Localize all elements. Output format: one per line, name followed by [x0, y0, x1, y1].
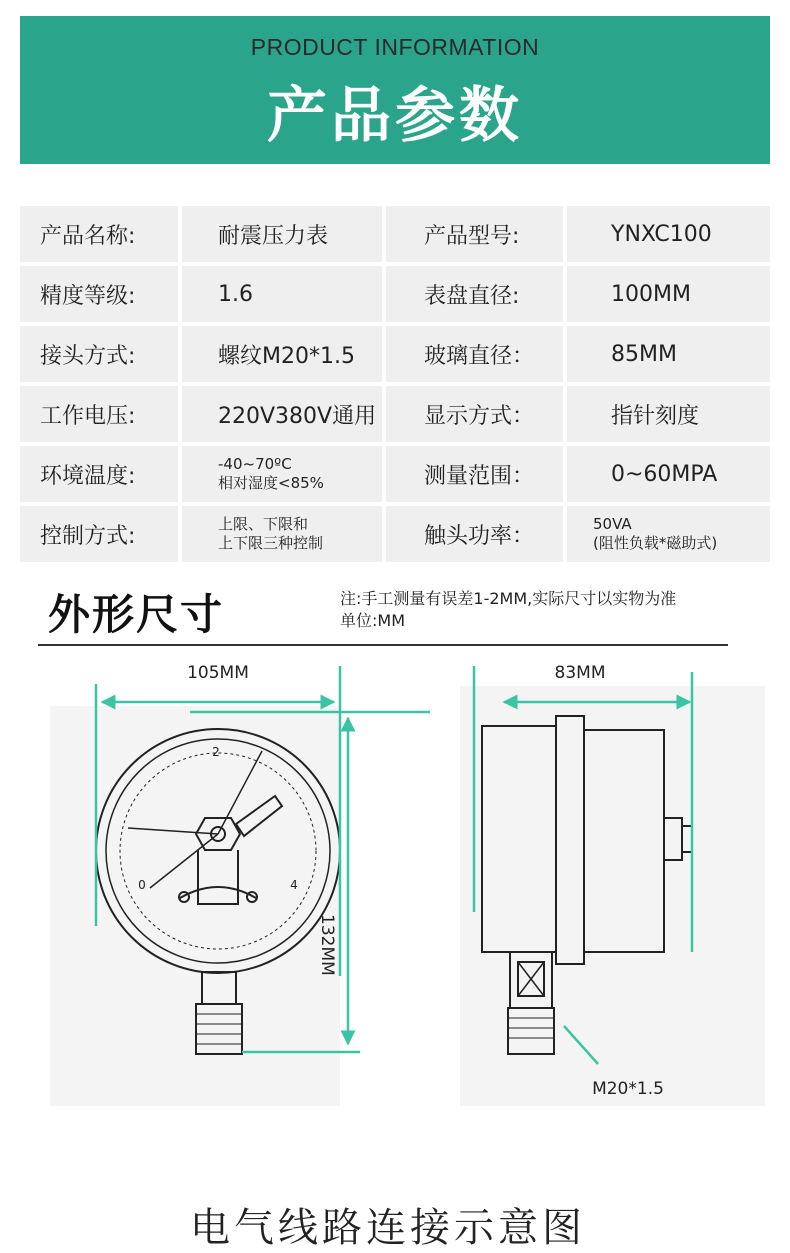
spec-label: 环境温度:	[40, 463, 136, 489]
spec-value-multiline	[567, 515, 717, 553]
side-depth-label: 83MM	[554, 663, 606, 683]
spec-label: 控制方式:	[40, 523, 136, 549]
next-section-title: 电气线路连接示意图	[190, 1205, 586, 1251]
front-width-label: 105MM	[187, 663, 249, 683]
spec-value-cell	[567, 206, 770, 262]
spec-row	[20, 446, 770, 502]
spec-value-cell	[182, 266, 382, 322]
spec-label: 触头功率：	[424, 523, 535, 549]
spec-value-cell	[182, 386, 382, 442]
spec-row	[20, 206, 770, 262]
note-line: 注:手工测量有误差1-2MM,实际尺寸以实物为准	[340, 589, 677, 608]
spec-label-cell	[386, 446, 563, 502]
spec-value-cell	[567, 446, 770, 502]
spec-value-cell	[567, 266, 770, 322]
spec-value-cell	[567, 506, 770, 562]
banner-title-en: PRODUCT INFORMATION	[250, 34, 540, 60]
spec-label-cell	[20, 266, 178, 322]
spec-value-line: -40~70ºC	[218, 455, 292, 473]
spec-label-cell	[386, 326, 563, 382]
section-banner	[20, 16, 770, 164]
spec-value: 耐震压力表	[218, 223, 329, 249]
spec-label: 显示方式：	[424, 403, 535, 429]
dimension-drawing	[0, 646, 790, 1146]
spec-value: 1.6	[218, 281, 253, 307]
spec-value-line: (阻性负载*磁助式)	[593, 534, 718, 552]
spec-value-cell	[182, 506, 382, 562]
thread-label: M20*1.5	[592, 1079, 664, 1099]
dial-mark: 4	[290, 878, 298, 892]
spec-label: 测量范围：	[424, 463, 535, 489]
spec-value: 100MM	[611, 281, 691, 307]
spec-value-line: 上限、下限和	[218, 515, 309, 533]
spec-label: 产品名称:	[40, 223, 136, 249]
spec-row	[20, 506, 770, 562]
spec-label-cell	[386, 266, 563, 322]
spec-value: YNXC100	[611, 221, 712, 247]
spec-label: 接头方式:	[40, 343, 136, 369]
note-line: 单位:MM	[340, 611, 406, 630]
spec-value: 85MM	[611, 341, 677, 367]
spec-row	[20, 386, 770, 442]
spec-label: 精度等级:	[40, 283, 136, 309]
spec-label-cell	[386, 386, 563, 442]
spec-value-line: 相对湿度<85%	[218, 474, 324, 492]
banner-title-cn: 产品参数	[267, 81, 523, 151]
spec-value-cell	[567, 326, 770, 382]
spec-label-cell	[20, 446, 178, 502]
spec-value-cell	[182, 326, 382, 382]
spec-value-multiline	[182, 455, 324, 493]
spec-value: 0~60MPA	[611, 461, 718, 487]
measurement-note	[340, 588, 676, 632]
spec-row	[20, 326, 770, 382]
spec-label-cell	[20, 326, 178, 382]
spec-value-cell	[182, 446, 382, 502]
dial-mark: 0	[138, 878, 146, 892]
dial-mark: 2	[212, 745, 220, 759]
spec-label-cell	[20, 506, 178, 562]
spec-label-cell	[20, 386, 178, 442]
spec-label: 产品型号:	[424, 223, 520, 249]
spec-value: 220V380V通用	[218, 403, 377, 429]
front-height-label: 132MM	[317, 914, 337, 976]
spec-label: 工作电压:	[40, 403, 136, 429]
dimensions-title: 外形尺寸	[48, 590, 225, 639]
spec-value-line: 上下限三种控制	[218, 534, 324, 552]
spec-label: 表盘直径:	[424, 283, 520, 309]
spec-value-multiline	[182, 515, 323, 553]
spec-row	[20, 266, 770, 322]
spec-value-line: 50VA	[593, 515, 632, 533]
spec-value: 螺纹M20*1.5	[218, 343, 355, 369]
spec-value-cell	[182, 206, 382, 262]
spec-value: 指针刻度	[611, 403, 700, 429]
sketch-background	[50, 686, 765, 1106]
spec-label-cell	[386, 506, 563, 562]
spec-value-cell	[567, 386, 770, 442]
spec-label: 玻璃直径：	[424, 343, 535, 369]
spec-label-cell	[386, 206, 563, 262]
spec-label-cell	[20, 206, 178, 262]
